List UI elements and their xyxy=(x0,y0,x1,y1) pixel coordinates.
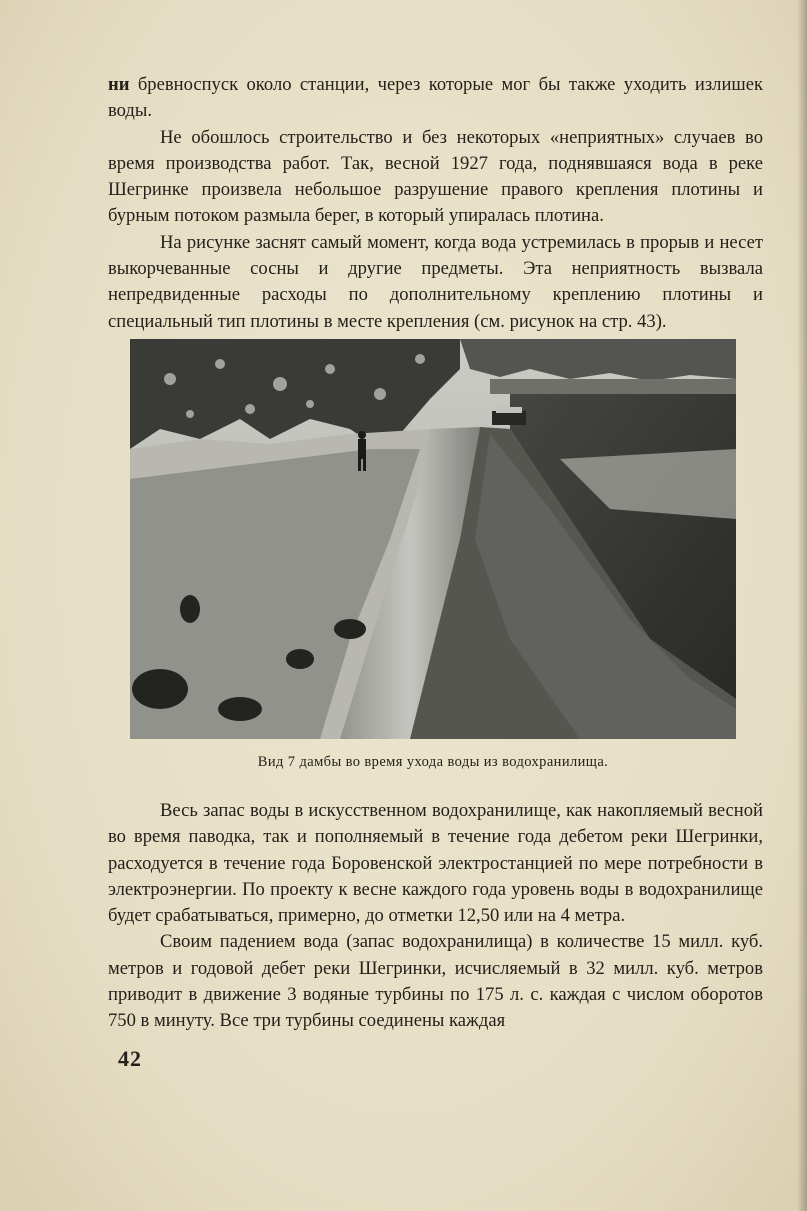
bottom-text-block xyxy=(108,798,763,1035)
paragraph-lead-word: ни xyxy=(108,74,130,95)
paragraph-water-reserve: Весь запас воды в искусственном водохранилище, как накопляемый весной во время паводка, так и пополняемый в течение года дебетом реки Шегринки, расходуется в течение года Боровенской электростанцией по мере потребности в электроэнергии. По проекту к весне каждого года уровень воды в водохранилище будет срабатываться, примерно, до отметки 12,50 или на 4 метра. xyxy=(108,800,763,927)
paragraph-photo-description: На рисунке заснят самый момент, когда вода устремилась в прорыв и несет выкорчеванные сосны и другие предметы. Эта неприятность вызвала непредвиденные расходы по дополнительному креплению плотины и специальный тип плотины в месте крепления (см. рисунок на стр. 43). xyxy=(108,231,763,332)
dam-photograph xyxy=(130,339,736,739)
page-number: 42 xyxy=(118,1046,142,1071)
top-text-block xyxy=(108,72,763,335)
paragraph-construction-incidents: Не обошлось строительство и без некоторых «неприятных» случаев во время производства работ. Так, весной 1927 года, поднявшаяся вода в реке Шегринке произвела небольшое разрушение правого крепления плотины и бурным потоком размыла берег, в который упиралась плотина. xyxy=(108,126,763,227)
paragraph-turbines: Своим падением вода (запас водохранилища) в количестве 15 милл. куб. метров и годовой дебет реки Шегринки, исчисляемый в 32 милл. куб. метров приводит в движение 3 водяные турбины по 175 л. с. каждая с числом оборотов 750 в минуту. Все три турбины соединены каждая xyxy=(108,931,763,1032)
figure-caption: Вид 7 дамбы во время ухода воды из водохранилища. xyxy=(257,754,609,770)
page-edge-shadow xyxy=(797,0,807,1211)
paragraph-continuation xyxy=(108,72,763,125)
paragraph-text: бревноспуск около станции, через которые мог бы также уходить излишек воды. xyxy=(108,74,763,122)
